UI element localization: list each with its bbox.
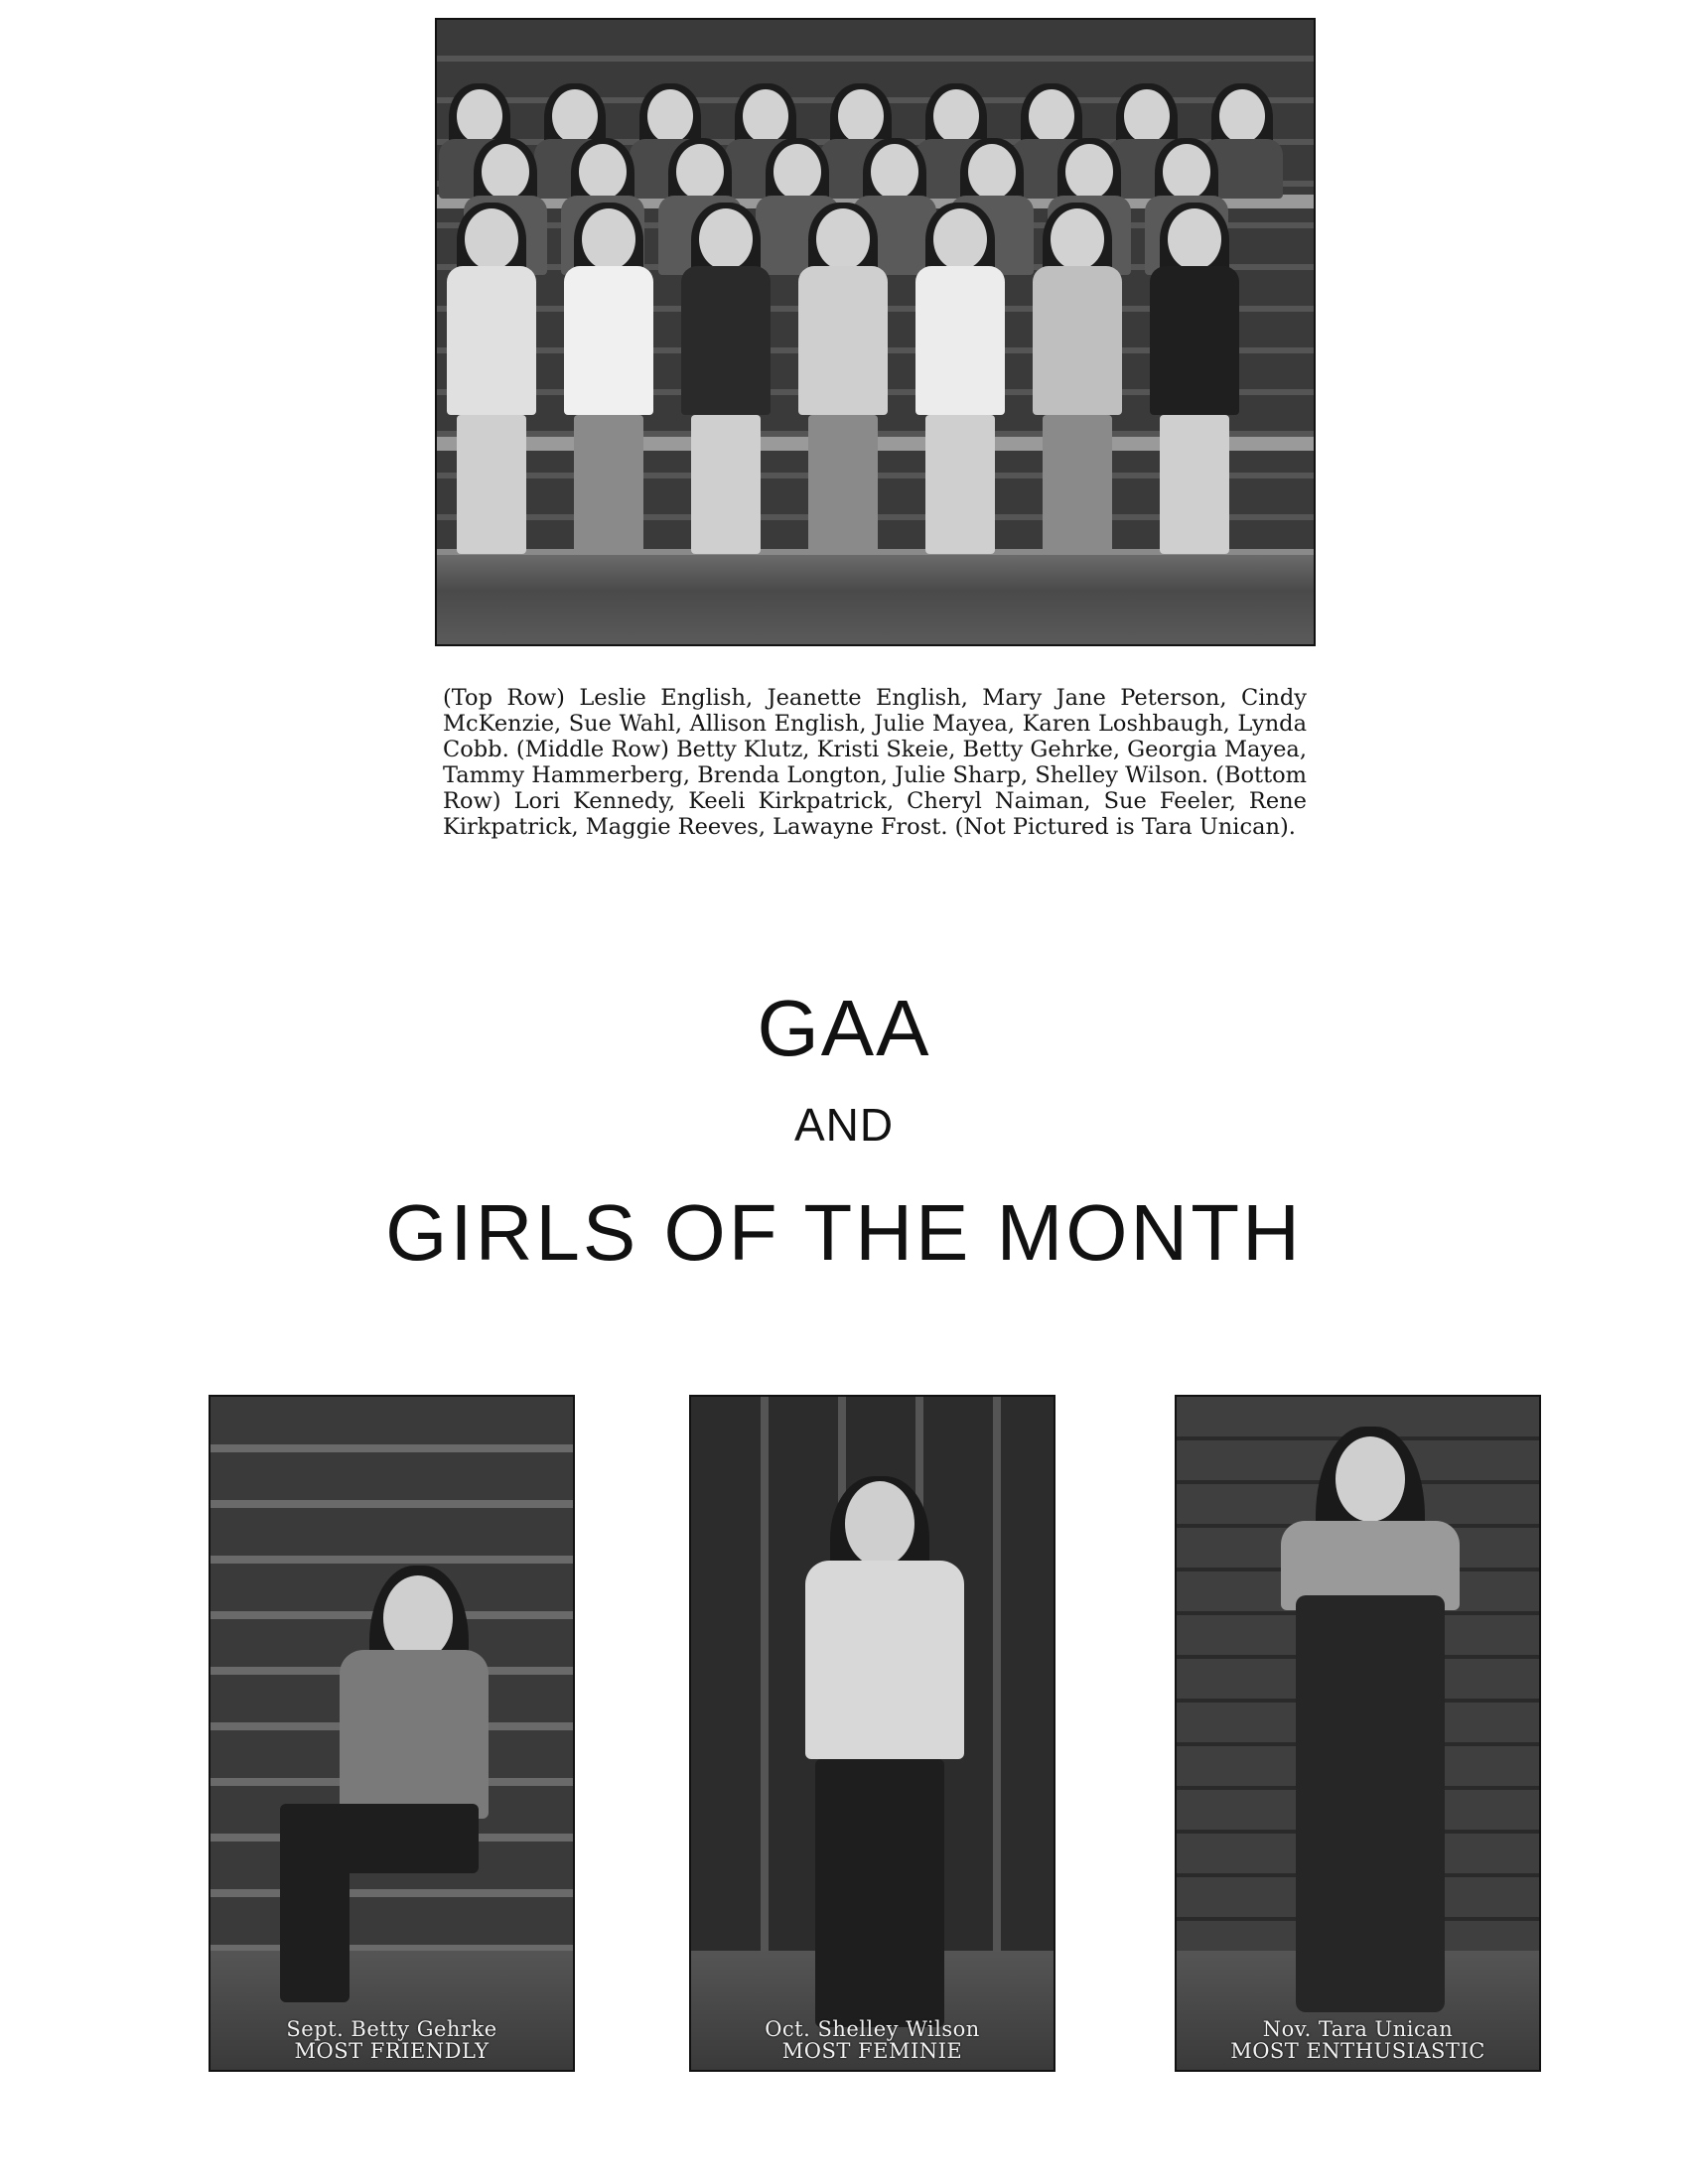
month-award: MOST ENTHUSIASTIC (1230, 2039, 1485, 2063)
member-head (1163, 144, 1210, 200)
member-head (1051, 208, 1104, 270)
member-legs (691, 415, 761, 554)
member-head (647, 89, 693, 143)
member-head (482, 144, 529, 200)
member-head (1029, 89, 1074, 143)
member-head (1065, 144, 1113, 200)
page-title-girls-of-the-month: GIRLS OF THE MONTH (385, 1188, 1303, 1277)
figure-head (383, 1575, 453, 1661)
member-head (699, 208, 753, 270)
member-body (564, 266, 653, 415)
member-head (816, 208, 870, 270)
figure-head (1336, 1436, 1405, 1522)
member-head (1124, 89, 1170, 143)
month-name: Oct. Shelley Wilson (765, 2017, 980, 2041)
member-head (743, 89, 788, 143)
member-body (798, 266, 888, 415)
photo-september (209, 1395, 575, 2072)
member-head (457, 89, 502, 143)
month-name: Nov. Tara Unican (1262, 2017, 1454, 2041)
member-head (465, 208, 518, 270)
figure-legs (815, 1759, 944, 2027)
figure-top (805, 1561, 964, 1759)
month-label (1177, 2018, 1539, 2062)
gym-floor (437, 549, 1314, 644)
member-head (1219, 89, 1265, 143)
member-head (933, 89, 979, 143)
page-title-and: AND (793, 1099, 895, 1151)
member-legs (925, 415, 995, 554)
member-head (838, 89, 884, 143)
member-body (681, 266, 771, 415)
member-legs (1043, 415, 1112, 554)
month-award: MOST FRIENDLY (294, 2039, 490, 2063)
member-legs (457, 415, 526, 554)
member-head (968, 144, 1016, 200)
member-head (1168, 208, 1221, 270)
month-label (211, 2018, 573, 2062)
member-head (552, 89, 598, 143)
member-body (1150, 266, 1239, 415)
member-body (447, 266, 536, 415)
month-label (691, 2018, 1054, 2062)
member-head (582, 208, 635, 270)
group-photo (435, 18, 1316, 646)
member-legs (574, 415, 643, 554)
member-head (774, 144, 821, 200)
member-head (579, 144, 627, 200)
month-name: Sept. Betty Gehrke (286, 2017, 497, 2041)
month-award: MOST FEMINIE (781, 2039, 963, 2063)
member-head (871, 144, 918, 200)
member-body (1033, 266, 1122, 415)
photo-november (1175, 1395, 1541, 2072)
member-head (933, 208, 987, 270)
member-legs (808, 415, 878, 554)
member-legs (1160, 415, 1229, 554)
member-head (676, 144, 724, 200)
figure-top (340, 1650, 489, 1819)
photo-october (689, 1395, 1055, 2072)
figure-overalls (1296, 1595, 1445, 2012)
member-body (915, 266, 1005, 415)
page-title-gaa: GAA (757, 984, 931, 1072)
group-photo-caption: (Top Row) Leslie English, Jeanette English, Mary Jane Peterson, Cindy McKenzie, Sue Wahl, Allison English, Julie Mayea, Karen Loshbaugh, Lynda Cobb. (Middle Row) Betty Klutz, Kristi Skeie, Betty Gehrke, Georgia Mayea, Tammy Hammerberg, Brenda Longton, Julie Sharp, Shelley Wilson. (Bottom Row) Lori Kennedy, Keeli Kirkpatrick, Cheryl Naiman, Sue Feeler, Rene Kirkpatrick, Maggie Reeves, Lawayne Frost. (Not Pictured is Tara Unican). (443, 685, 1307, 840)
figure-head (845, 1481, 914, 1567)
figure-legs (280, 1853, 350, 2002)
